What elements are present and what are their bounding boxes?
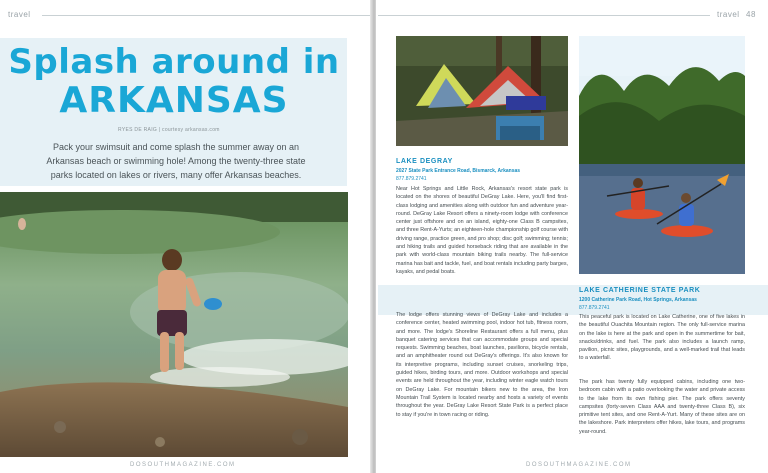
- page-number: 48: [746, 10, 756, 19]
- degray-paragraph-1: Near Hot Springs and Little Rock, Arkansas's resort state park is located on the shores of beautiful DeGray Lake. Here, you'll find first-class lodging and amenities along with outdoor fun and adventure year-round. DeGray Lake Resort offers a ninety-room lodge with conference center just offshore and on an island, eighty-one Class B campsites, and three Rent-A-Yurts; an eighteen-hole championship golf course with driving range, practice green, and pro shop; disc golf; swimming; tennis; and hiking trails and guided horseback riding that are available in the park with world-class mountain biking trails nearby. The full-service marina has bait and tackle, fuel, and boat rentals including party barges, kayaks, and pedal boats.: [396, 186, 569, 275]
- right-section-label: travel: [717, 10, 740, 19]
- left-section-label: travel: [8, 10, 31, 19]
- byline: RYES DE RAIG | courtesy arkansas.com: [118, 127, 220, 133]
- article-title-line1: Splash around in: [8, 42, 340, 82]
- degray-phone: 877.879.2741: [396, 176, 427, 182]
- catherine-address: 1200 Catherine Park Road, Hot Springs, Arkansas: [579, 297, 697, 303]
- left-header-rule: [42, 15, 370, 16]
- campsite-tents-image: [396, 36, 568, 146]
- kayakers-image: [579, 36, 745, 274]
- degray-address: 2027 State Park Entrance Road, Bismarck, Arkansas: [396, 168, 521, 174]
- left-footer-url: DOSOUTHMAGAZINE.COM: [130, 462, 236, 468]
- degray-heading: LAKE DEGRAY: [396, 158, 453, 165]
- intro-paragraph: Pack your swimsuit and come splash the summer away on an Arkansas beach or swimming hole! Among the twenty-three state parks located on lakes or rivers, many offer Arkansas beaches.: [46, 142, 306, 180]
- boy-in-water-photo: [0, 192, 348, 457]
- catherine-phone: 877.879.2741: [579, 305, 610, 311]
- degray-paragraph-2: The lodge offers stunning views of DeGray Lake and includes a conference center, heated swimming pool, indoor hot tub, fitness room, and more. The lodge's Shoreline Restaurant offers a full menu, plus banquet catering services that can accommodate groups and special requests. Swimming beaches, boat launches, pavilions, bicycle rentals, and an amphitheater round out DeGray's offerings. It's also known for its interpretive programs, including sunset cruises, snorkeling trips, guided hikes, birding tours, and more. Outdoor workshops and special events are held throughout the year, including winter eagle watch tours on DeGray Lake. For mountain bikers new to the area, the Iron Mountain Trail System is located nearby and hosts a variety of events throughout the year. DeGray Lake Resort State Park is a perfect place to stay if you're in town racing or riding.: [396, 312, 568, 418]
- right-header-rule: [378, 15, 710, 16]
- boy-in-water-image: [0, 192, 348, 457]
- kayakers-photo: [579, 36, 745, 274]
- campsite-tents-photo: [396, 36, 568, 146]
- right-footer-url: DOSOUTHMAGAZINE.COM: [526, 462, 632, 468]
- catherine-paragraph-1: This peaceful park is located on Lake Catherine, one of five lakes in the beautiful Ouachita Mountain region. The only full-service marina on the lake is here at the park and open in the summertime for bait, snacks/drinks, and fuel. The park also includes a launch ramp, pavilion, picnic sites, playgrounds, and a well-marked trail that leads to a waterfall.: [579, 314, 745, 362]
- catherine-heading: LAKE CATHERINE STATE PARK: [579, 287, 701, 294]
- catherine-paragraph-2: The park has twenty fully equipped cabins, including one two-bedroom cabin with a patio overlooking the water and private access to the lake from its own fishing pier. The park offers seventy campsites (forty-seven Class AAA and twenty-three Class B), six primitive tent sites, and one Rent-A-Yurt. Many of these sites are on the lakeshore. Park interpreters offer hikes, lake tours, and programs year-round.: [579, 379, 745, 435]
- article-title-line2: ARKANSAS: [59, 80, 289, 121]
